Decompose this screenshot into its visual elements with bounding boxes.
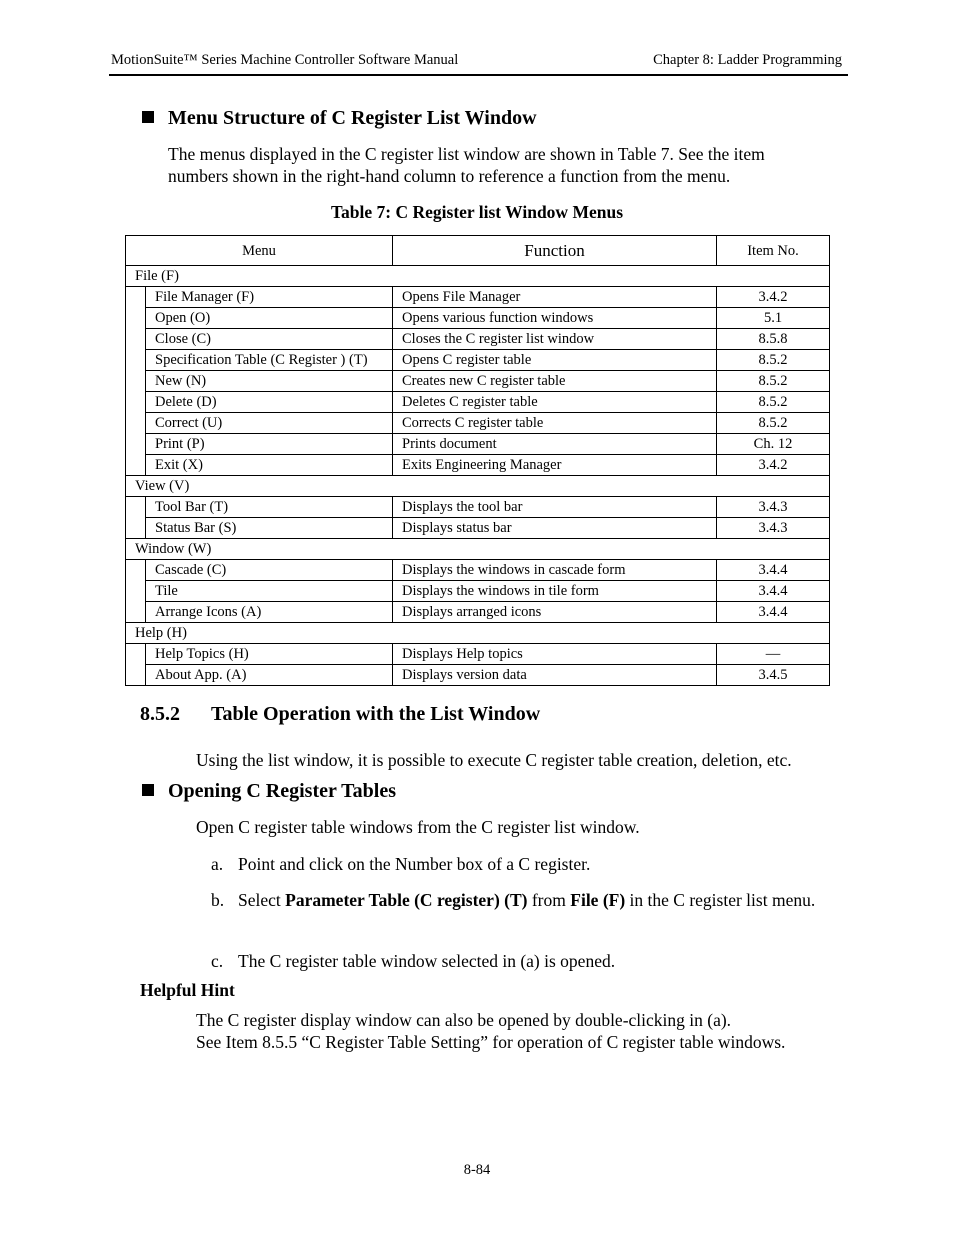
menu-group-row: [126, 476, 830, 497]
opening-intro: Open C register table windows from the C register list window.: [196, 817, 640, 837]
menu-cell: Help Topics (H): [146, 644, 393, 665]
item-no-cell: 3.4.3: [717, 497, 830, 518]
intro-line-1: The menus displayed in the C register list window are shown in Table 7. See the item: [168, 144, 765, 164]
item-no-cell: 8.5.2: [717, 413, 830, 434]
item-no-cell: Ch. 12: [717, 434, 830, 455]
table-row: [126, 392, 830, 413]
step-label: b.: [211, 890, 225, 910]
step-a: [211, 853, 818, 876]
table-row: [126, 581, 830, 602]
subsection-title: Table Operation with the List Window: [211, 703, 541, 725]
step-b-mid: from: [527, 890, 571, 910]
step-text: The C register table window selected in (a) is opened.: [238, 951, 616, 971]
item-no-cell: 3.4.4: [717, 560, 830, 581]
step-text: [238, 889, 818, 912]
item-no-cell: —: [717, 644, 830, 665]
function-cell: Displays version data: [393, 665, 717, 686]
menu-cell: Tile: [146, 581, 393, 602]
item-no-cell: 3.4.4: [717, 602, 830, 623]
function-cell: Displays arranged icons: [393, 602, 717, 623]
table-row: [126, 497, 830, 518]
item-no-cell: 8.5.2: [717, 350, 830, 371]
menu-cell: Correct (U): [146, 413, 393, 434]
table-row: [126, 329, 830, 350]
item-no-cell: 3.4.2: [717, 287, 830, 308]
group-indent-cell: [126, 560, 146, 623]
item-no-cell: 3.4.4: [717, 581, 830, 602]
table-row: [126, 665, 830, 686]
function-cell: Exits Engineering Manager: [393, 455, 717, 476]
menu-group-label: Window (W): [126, 539, 830, 560]
menu-group-row: [126, 266, 830, 287]
section-heading-text: Menu Structure of C Register List Window: [168, 107, 537, 129]
menu-cell: Open (O): [146, 308, 393, 329]
menu-cell: Arrange Icons (A): [146, 602, 393, 623]
table-row: [126, 434, 830, 455]
menu-cell: Delete (D): [146, 392, 393, 413]
function-cell: Opens File Manager: [393, 287, 717, 308]
table-header-row: [126, 236, 830, 266]
step-c: [211, 950, 818, 973]
page-number: 8-84: [463, 1162, 491, 1178]
subsection-heading: [140, 703, 540, 726]
step-b-post: in the C register list menu.: [625, 890, 816, 910]
function-cell: Creates new C register table: [393, 371, 717, 392]
menu-group-row: [126, 623, 830, 644]
table-row: [126, 371, 830, 392]
header-function: Function: [393, 236, 717, 266]
function-cell: Closes the C register list window: [393, 329, 717, 350]
item-no-cell: 5.1: [717, 308, 830, 329]
table-row: [126, 413, 830, 434]
intro-paragraph: [168, 143, 765, 187]
function-cell: Opens C register table: [393, 350, 717, 371]
function-cell: Displays Help topics: [393, 644, 717, 665]
square-bullet-icon: [142, 111, 154, 123]
menu-group-label: File (F): [126, 266, 830, 287]
group-indent-cell: [126, 497, 146, 539]
subsection-number: 8.5.2: [140, 703, 180, 725]
menu-cell: Exit (X): [146, 455, 393, 476]
step-b: [211, 889, 818, 912]
header-rule: [109, 74, 848, 76]
menu-cell: Close (C): [146, 329, 393, 350]
menu-cell: Tool Bar (T): [146, 497, 393, 518]
table-row: [126, 560, 830, 581]
running-header-title: MotionSuite™ Series Machine Controller Software Manual: [111, 52, 459, 68]
intro-line-2: numbers shown in the right-hand column to reference a function from the menu.: [168, 166, 731, 186]
section-heading-text: Opening C Register Tables: [168, 780, 396, 802]
helpful-hint-body: [196, 1009, 785, 1053]
menu-group-row: [126, 539, 830, 560]
table-row: [126, 350, 830, 371]
function-cell: Deletes C register table: [393, 392, 717, 413]
item-no-cell: 3.4.3: [717, 518, 830, 539]
menu-group-label: Help (H): [126, 623, 830, 644]
square-bullet-icon: [142, 784, 154, 796]
section-heading-menu-structure: [142, 107, 537, 130]
section-heading-opening: [142, 780, 396, 803]
group-indent-cell: [126, 644, 146, 686]
menu-table: [125, 235, 830, 686]
table-row: [126, 602, 830, 623]
step-label: a.: [211, 854, 224, 874]
item-no-cell: 8.5.2: [717, 392, 830, 413]
function-cell: Displays the windows in tile form: [393, 581, 717, 602]
table-row: [126, 644, 830, 665]
helpful-hint-heading: Helpful Hint: [140, 980, 235, 1000]
menu-cell: File Manager (F): [146, 287, 393, 308]
function-cell: Corrects C register table: [393, 413, 717, 434]
step-b-pre: Select: [238, 890, 286, 910]
step-b-file-menu: File (F): [570, 890, 626, 910]
menu-cell: Print (P): [146, 434, 393, 455]
function-cell: Displays the windows in cascade form: [393, 560, 717, 581]
table-caption: Table 7: C Register list Window Menus: [330, 202, 624, 222]
header-menu: Menu: [126, 236, 393, 266]
header-item-no: Item No.: [717, 236, 830, 266]
menu-cell: Status Bar (S): [146, 518, 393, 539]
menu-cell: About App. (A): [146, 665, 393, 686]
hint-line-1: The C register display window can also be opened by double-clicking in (a).: [196, 1010, 732, 1030]
table-row: [126, 518, 830, 539]
step-b-menu-name: Parameter Table (C register) (T): [285, 890, 528, 910]
step-text: Point and click on the Number box of a C register.: [238, 854, 591, 874]
item-no-cell: 3.4.2: [717, 455, 830, 476]
table-row: [126, 287, 830, 308]
group-indent-cell: [126, 287, 146, 476]
menu-cell: Cascade (C): [146, 560, 393, 581]
step-label: c.: [211, 951, 224, 971]
table-row: [126, 308, 830, 329]
menu-cell: Specification Table (C Register ) (T): [146, 350, 393, 371]
function-cell: Opens various function windows: [393, 308, 717, 329]
function-cell: Displays the tool bar: [393, 497, 717, 518]
item-no-cell: 8.5.8: [717, 329, 830, 350]
function-cell: Displays status bar: [393, 518, 717, 539]
menu-cell: New (N): [146, 371, 393, 392]
subsection-body: Using the list window, it is possible to execute C register table creation, deletion, etc.: [196, 750, 792, 770]
table-row: [126, 455, 830, 476]
item-no-cell: 8.5.2: [717, 371, 830, 392]
hint-line-2: See Item 8.5.5 “C Register Table Setting” for operation of C register table windows.: [196, 1032, 786, 1052]
menu-group-label: View (V): [126, 476, 830, 497]
item-no-cell: 3.4.5: [717, 665, 830, 686]
running-header-chapter: Chapter 8: Ladder Programming: [653, 52, 842, 68]
function-cell: Prints document: [393, 434, 717, 455]
